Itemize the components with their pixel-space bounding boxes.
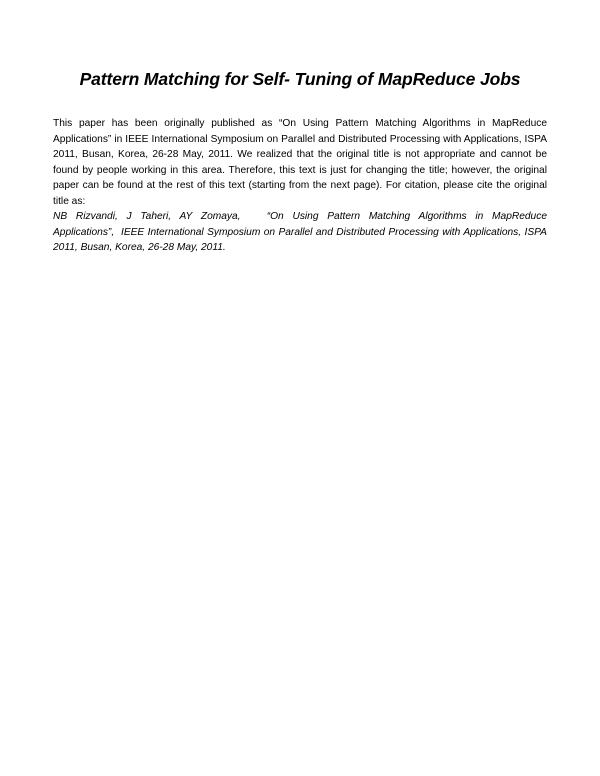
citation-authors: NB Rizvandi, J Taheri, AY Zomaya,	[53, 211, 241, 222]
body-paragraph: This paper has been originally published as “On Using Pattern Matching Algorithms in MapReduce Applications” in IEEE International Symposium on Parallel and Distributed Processing with Applications, ISPA 2011, Busan, Korea, 26-28 May, 2011. We realized that the original title is not appropriate and cannot be found by people working in this area. Therefore, this text is just for changing the title; however, the original paper can be found at the rest of this text (starting from the next page). For citation, please cite the original title as:	[53, 118, 547, 207]
citation-paper-title: “On Using Pattern Matching Algorithms in MapReduce Applications”,	[53, 211, 547, 238]
document-title: Pattern Matching for Self- Tuning of MapReduce Jobs	[79, 69, 521, 89]
citation-paragraph	[53, 209, 547, 256]
citation-venue: IEEE International Symposium on Parallel and Distributed Processing with Applications, ISPA 2011, Busan, Korea, 26-28 May, 2011.	[53, 226, 547, 254]
